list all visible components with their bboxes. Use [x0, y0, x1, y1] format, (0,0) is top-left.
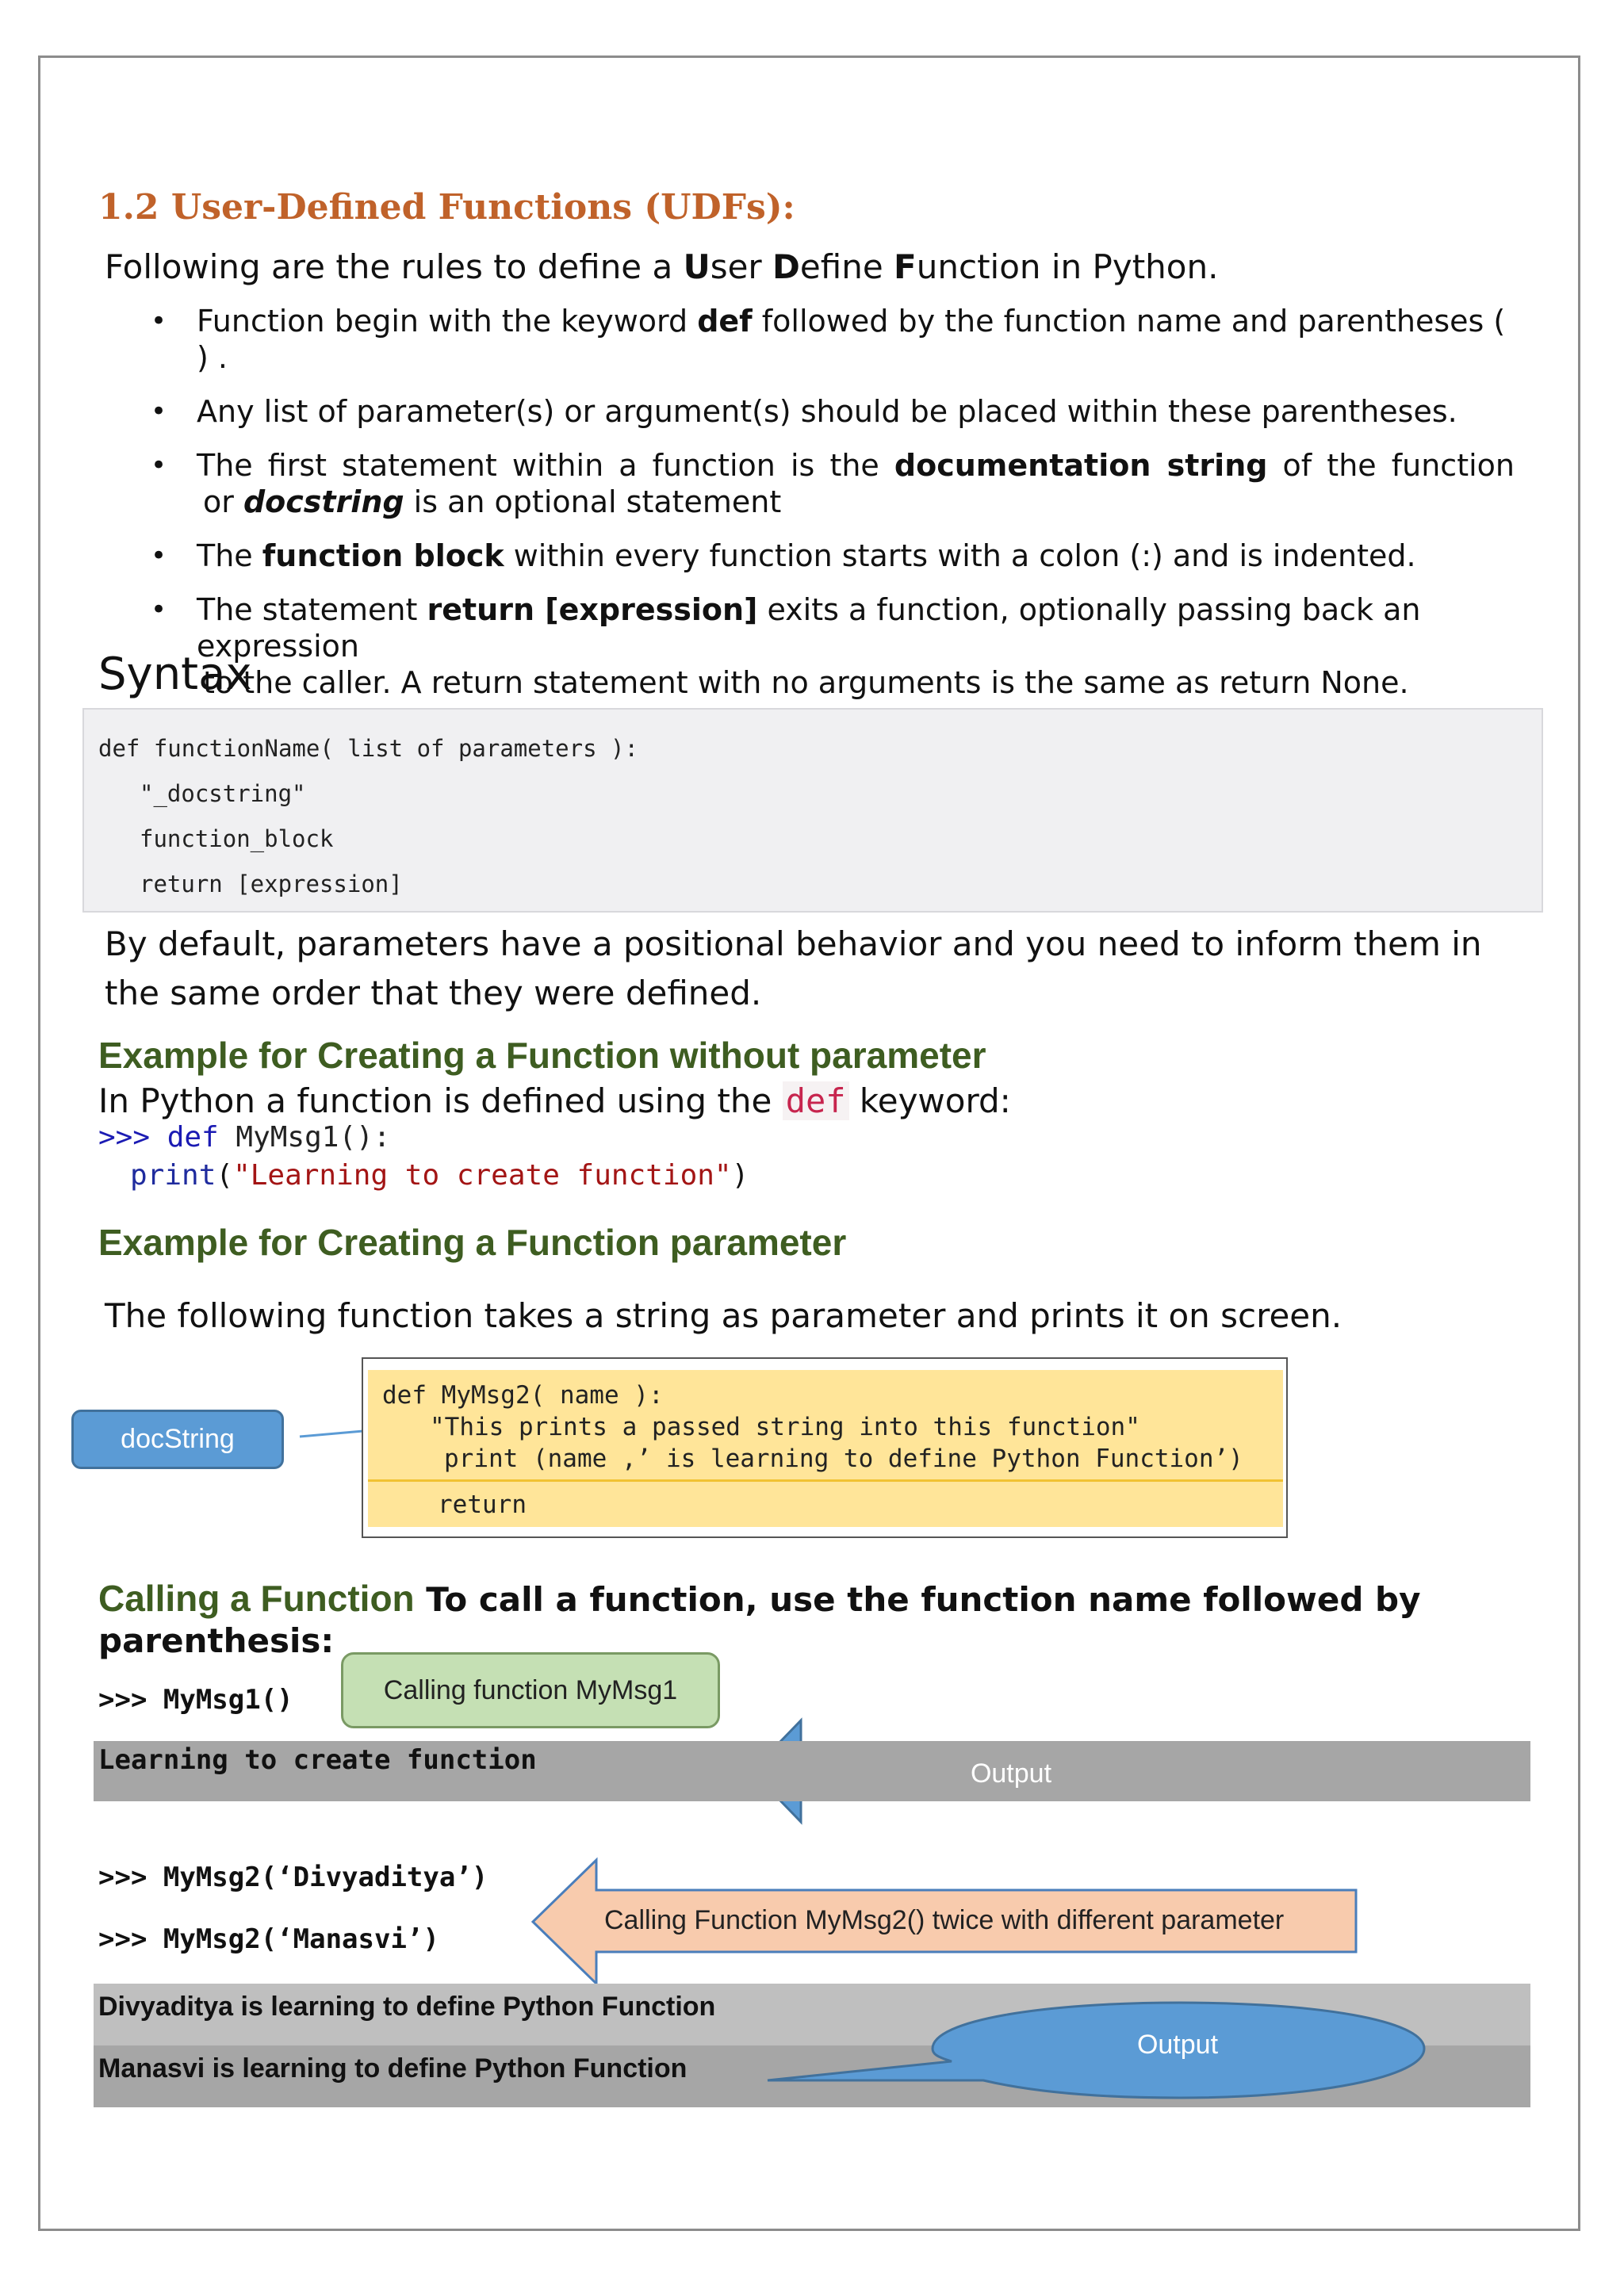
command-mymsg2-manasvi: >>> MyMsg2(‘Manasvi’) [98, 1923, 439, 1955]
calling-mymsg1-callout: Calling function MyMsg1 [341, 1652, 720, 1728]
output-line-1: Learning to create function [98, 1744, 537, 1776]
code-line: print (name ,’ is learning to define Python Function’) [444, 1445, 1243, 1473]
output-line-2b: Manasvi is learning to define Python Function [98, 2053, 688, 2084]
example2-heading: Example for Creating a Function parameter [98, 1222, 847, 1263]
list-item: • The function block within every function starts with a colon (:) and is indented. [151, 538, 1515, 574]
output-label-2: Output [1136, 2030, 1219, 2060]
code-line: def MyMsg2( name ): [382, 1381, 664, 1410]
calling-heading: Calling a Function To call a function, use the function name followed by parenthesis: [98, 1578, 1421, 1660]
command-mymsg2-divyaditya: >>> MyMsg2(‘Divyaditya’) [98, 1862, 488, 1893]
output-line-2a: Divyaditya is learning to define Python Function [98, 1992, 716, 2022]
list-item: • Function begin with the keyword def followed by the function name and parentheses ( ) . [151, 303, 1515, 376]
syntax-heading: Syntax [98, 649, 252, 700]
list-item: • The first statement within a function is the documentation string of the function or docstring is an optional statement [151, 447, 1515, 520]
docstring-callout: docString [71, 1410, 284, 1469]
code-line: def functionName( list of parameters ): [98, 735, 638, 762]
code-line: return [expression] [140, 871, 403, 897]
example1-text: In Python a function is defined using the def keyword: [98, 1081, 1011, 1120]
code-line: return [438, 1490, 527, 1519]
code-line: function_block [140, 825, 334, 852]
list-item: • Any list of parameter(s) or argument(s) should be placed within these parentheses. [151, 393, 1515, 430]
example2-text: The following function takes a string as parameter and prints it on screen. [105, 1296, 1342, 1335]
example1-code-line2: print("Learning to create function") [130, 1159, 749, 1192]
code-line: "This prints a passed string into this function" [430, 1413, 1140, 1441]
code-line: "_docstring" [140, 780, 306, 807]
output-label-1: Output [970, 1758, 1052, 1789]
intro-sentence: Following are the rules to define a User Define Function in Python. [105, 247, 1219, 286]
example1-heading: Example for Creating a Function without parameter [98, 1035, 986, 1076]
example1-code-line1: >>> def MyMsg1(): [98, 1121, 391, 1154]
command-mymsg1: >>> MyMsg1() [98, 1684, 293, 1716]
calling-twice-label: Calling Function MyMsg2() twice with different parameter [604, 1905, 1285, 1935]
section-title: 1.2 User-Defined Functions (UDFs): [98, 187, 795, 228]
list-item: • The statement return [expression] exits a function, optionally passing back an expression to the caller. A return statement with no arguments is the same as return None. [151, 591, 1515, 701]
default-behavior-paragraph: By default, parameters have a positional behavior and you need to inform them in the same order that they were defined. [105, 924, 1482, 1012]
